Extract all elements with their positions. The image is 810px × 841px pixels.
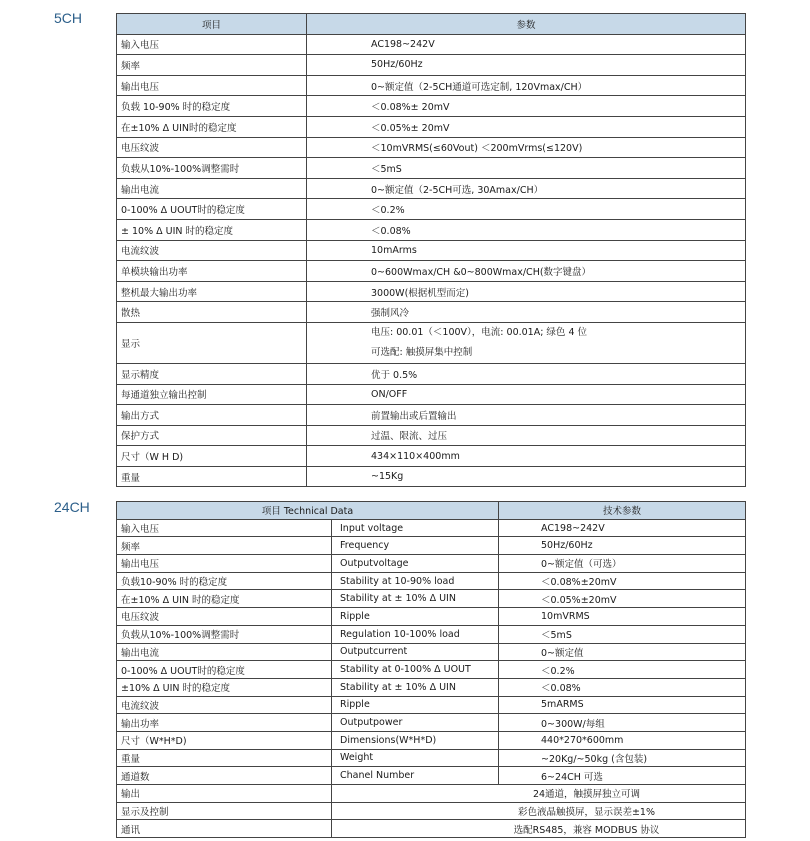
row-value: 0~600Wmax/CH &0~800Wmax/CH(数字键盘） [307, 261, 746, 282]
row-value: 过温、限流、过压 [307, 425, 746, 446]
table-row [117, 696, 746, 714]
row-name-en: Ripple [332, 696, 499, 714]
table-row [117, 199, 746, 220]
row-name: 频率 [117, 537, 332, 555]
row-name: 电压纹波 [117, 608, 332, 626]
row-value: 5mARMS [499, 696, 746, 714]
table-row [117, 75, 746, 96]
table-row [117, 261, 746, 282]
row-value-line1: 电压: 00.01（＜100V），电流: 00.01A; 绿色 4 位 [371, 326, 588, 338]
row-value: AC198~242V [499, 519, 746, 537]
row-value: 50Hz/60Hz [499, 537, 746, 555]
row-name: 负载从10%-100%调整需时 [117, 158, 307, 179]
row-value-span: 彩色液晶触摸屏，显示误差±1% [332, 802, 746, 820]
table-row [117, 767, 746, 785]
row-value-multiline [307, 322, 746, 363]
row-name: 电流纹波 [117, 696, 332, 714]
row-name-en: Ripple [332, 608, 499, 626]
header-item: 项目 Technical Data [117, 502, 499, 520]
table-header-row [117, 14, 746, 35]
row-name: 尺寸（W H D) [117, 446, 307, 467]
row-name: 单模块输出功率 [117, 261, 307, 282]
row-value: 优于 0.5% [307, 363, 746, 384]
row-value: ~15Kg [307, 466, 746, 487]
row-name-en: Outputpower [332, 714, 499, 732]
row-name: 电流纹波 [117, 240, 307, 261]
row-name: 输出电流 [117, 178, 307, 199]
row-name: 通道数 [117, 767, 332, 785]
table-header-row [117, 502, 746, 520]
table-row [117, 302, 746, 323]
table-row [117, 137, 746, 158]
row-name: 输出方式 [117, 405, 307, 426]
row-name: 0-100% Δ UOUT时的稳定度 [117, 199, 307, 220]
row-name: 显示 [117, 322, 307, 363]
table-row [117, 116, 746, 137]
row-value: 440*270*600mm [499, 731, 746, 749]
row-value: 0~额定值（2-5CH通道可选定制, 120Vmax/CH） [307, 75, 746, 96]
table-row [117, 405, 746, 426]
table-row [117, 608, 746, 626]
row-name: 重量 [117, 466, 307, 487]
table-row [117, 519, 746, 537]
spec-table-5ch [116, 13, 746, 487]
table-row [117, 537, 746, 555]
row-value: ＜0.08% [307, 219, 746, 240]
row-name-en: Dimensions(W*H*D) [332, 731, 499, 749]
row-value: ＜0.2% [307, 199, 746, 220]
row-value-span: 选配RS485，兼容 MODBUS 协议 [332, 820, 746, 838]
row-value: 0~300W/每组 [499, 714, 746, 732]
row-name: 每通道独立输出控制 [117, 384, 307, 405]
table-row [117, 749, 746, 767]
row-name: 在±10% Δ UIN 时的稳定度 [117, 590, 332, 608]
row-name-en: Stability at 10-90% load [332, 572, 499, 590]
row-value: ＜5mS [307, 158, 746, 179]
table-row [117, 643, 746, 661]
table-row [117, 785, 746, 803]
row-value: ＜0.05%± 20mV [307, 116, 746, 137]
row-value: ON/OFF [307, 384, 746, 405]
table-row [117, 55, 746, 76]
spec-table-24ch [116, 501, 746, 838]
row-value: 0~额定值（2-5CH可选, 30Amax/CH） [307, 178, 746, 199]
row-name: 重量 [117, 749, 332, 767]
row-value: 434×110×400mm [307, 446, 746, 467]
table-row [117, 219, 746, 240]
row-name: 通讯 [117, 820, 332, 838]
row-name: 输入电压 [117, 34, 307, 55]
table-row [117, 240, 746, 261]
row-name-en: Chanel Number [332, 767, 499, 785]
row-name: 频率 [117, 55, 307, 76]
row-value: ~20Kg/~50kg (含包装) [499, 749, 746, 767]
row-name: 输出 [117, 785, 332, 803]
row-name: ± 10% Δ UIN 时的稳定度 [117, 219, 307, 240]
row-name-en: Stability at ± 10% Δ UIN [332, 590, 499, 608]
row-value-span: 24通道，触摸屏独立可调 [332, 785, 746, 803]
row-name: 负载 10-90% 时的稳定度 [117, 96, 307, 117]
table-row [117, 466, 746, 487]
table-row [117, 446, 746, 467]
row-name: 输入电压 [117, 519, 332, 537]
row-value: 10mArms [307, 240, 746, 261]
row-value: AC198~242V [307, 34, 746, 55]
row-value: 6~24CH 可选 [499, 767, 746, 785]
section-5ch-label: 5CH [54, 10, 83, 26]
row-name: 在±10% Δ UIN时的稳定度 [117, 116, 307, 137]
row-name-en: Frequency [332, 537, 499, 555]
row-value: ＜0.08%±20mV [499, 572, 746, 590]
table-row [117, 363, 746, 384]
row-name: 输出电压 [117, 555, 332, 573]
row-name: 输出功率 [117, 714, 332, 732]
row-name: 输出电压 [117, 75, 307, 96]
row-name: 保护方式 [117, 425, 307, 446]
row-name-en: Outputcurrent [332, 643, 499, 661]
table-row [117, 590, 746, 608]
row-name-en: Input voltage [332, 519, 499, 537]
row-name-en: Weight [332, 749, 499, 767]
table-row [117, 802, 746, 820]
table-row [117, 555, 746, 573]
row-value: ＜0.08%± 20mV [307, 96, 746, 117]
row-value: 强制风冷 [307, 302, 746, 323]
table-row [117, 96, 746, 117]
row-value: ＜0.05%±20mV [499, 590, 746, 608]
row-name: 尺寸（W*H*D) [117, 731, 332, 749]
table-row [117, 678, 746, 696]
table-row [117, 158, 746, 179]
row-value: 3000W(根据机型而定) [307, 281, 746, 302]
table-row [117, 322, 746, 363]
table-row [117, 820, 746, 838]
header-item: 项目 [117, 14, 307, 35]
table-row [117, 572, 746, 590]
row-name: 0-100% Δ UOUT时的稳定度 [117, 661, 332, 679]
row-name: 显示及控制 [117, 802, 332, 820]
table-row [117, 281, 746, 302]
row-value: 前置输出或后置输出 [307, 405, 746, 426]
table-row [117, 625, 746, 643]
section-24ch-label: 24CH [54, 499, 90, 515]
row-value: 50Hz/60Hz [307, 55, 746, 76]
row-name: 负载10-90% 时的稳定度 [117, 572, 332, 590]
row-value: ＜10mVRMS(≤60Vout) ＜200mVrms(≤120V) [307, 137, 746, 158]
table-row [117, 661, 746, 679]
row-name: 输出电流 [117, 643, 332, 661]
table-row [117, 714, 746, 732]
row-value: ＜0.2% [499, 661, 746, 679]
row-value: 10mVRMS [499, 608, 746, 626]
row-name: 显示精度 [117, 363, 307, 384]
row-name: 电压纹波 [117, 137, 307, 158]
table-row [117, 731, 746, 749]
row-name: ±10% Δ UIN 时的稳定度 [117, 678, 332, 696]
row-value: 0~额定值 [499, 643, 746, 661]
row-name-en: Outputvoltage [332, 555, 499, 573]
table-row [117, 178, 746, 199]
row-name-en: Regulation 10-100% load [332, 625, 499, 643]
table-row [117, 34, 746, 55]
row-value-line2: 可选配: 触摸屏集中控制 [371, 346, 473, 358]
row-name-en: Stability at ± 10% Δ UIN [332, 678, 499, 696]
table-row [117, 425, 746, 446]
row-name: 散热 [117, 302, 307, 323]
row-value: ＜0.08% [499, 678, 746, 696]
table-row [117, 384, 746, 405]
row-name: 负载从10%-100%调整需时 [117, 625, 332, 643]
row-value: ＜5mS [499, 625, 746, 643]
header-param: 参数 [307, 14, 746, 35]
header-param: 技术参数 [499, 502, 746, 520]
row-name: 整机最大输出功率 [117, 281, 307, 302]
row-value: 0~额定值（可选） [499, 555, 746, 573]
row-name-en: Stability at 0-100% Δ UOUT [332, 661, 499, 679]
